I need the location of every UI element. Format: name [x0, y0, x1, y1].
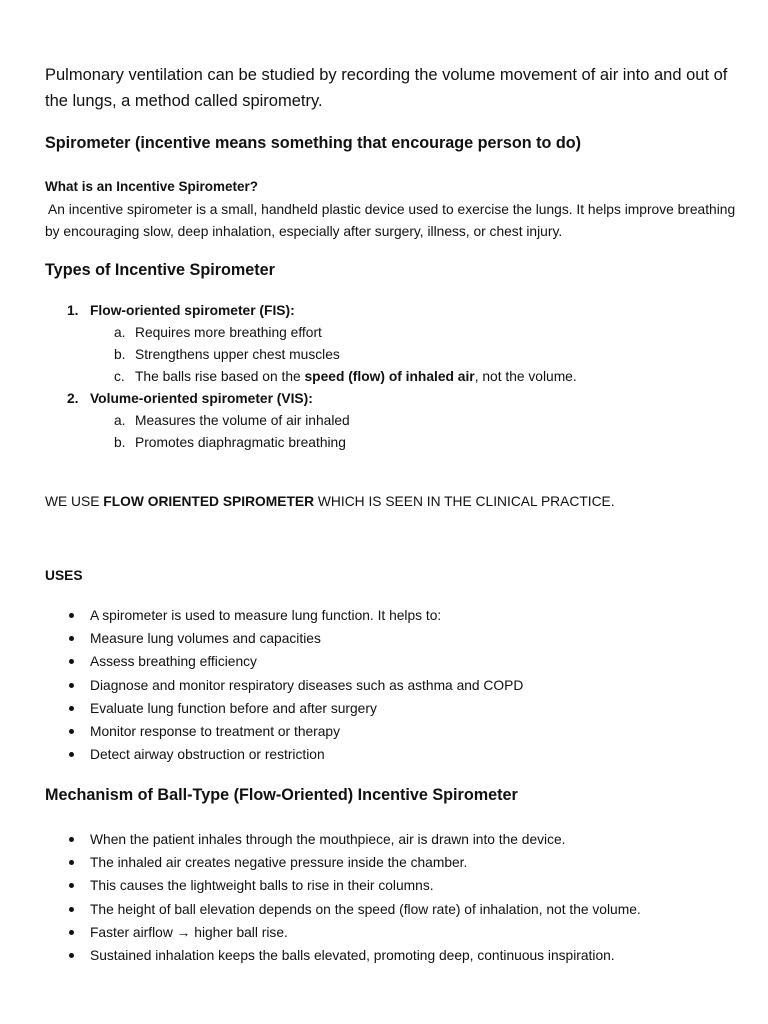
list-item-text: Monitor response to treatment or therapy	[90, 723, 341, 739]
list-item	[45, 921, 738, 944]
heading-types: Types of Incentive Spirometer	[45, 261, 275, 279]
sub-item	[45, 366, 738, 388]
bullet-icon	[69, 683, 74, 688]
list-item-text: Detect airway obstruction or restriction	[90, 747, 325, 763]
list-item	[45, 627, 738, 650]
heading-uses: USES	[45, 568, 83, 583]
bullet-icon	[69, 636, 74, 641]
bullet-icon	[69, 953, 74, 958]
list-item-text: Diagnose and monitor respiratory diseases such as asthma and COPD	[90, 677, 524, 693]
list-item-text: A spirometer is used to measure lung function. It helps to:	[90, 608, 442, 623]
type-label: Volume-oriented spirometer (VIS):	[90, 391, 313, 406]
type-item-flow	[45, 300, 738, 322]
sub-item	[45, 432, 738, 454]
list-item-text: Sustained inhalation keeps the balls elevated, promoting deep, continuous inspiration.	[90, 947, 615, 963]
type-item-volume	[45, 388, 738, 410]
sub-marker: a.	[114, 325, 126, 340]
list-item-text: The inhaled air creates negative pressure inside the chamber.	[90, 855, 468, 871]
uses-list	[45, 604, 738, 766]
list-item	[45, 828, 738, 851]
mechanism-list	[45, 828, 738, 967]
bullet-icon	[69, 837, 74, 842]
sub-marker: c.	[114, 369, 125, 384]
list-item	[45, 743, 738, 766]
sub-marker: b.	[114, 347, 126, 362]
bullet-icon	[69, 883, 74, 888]
intro-paragraph: Pulmonary ventilation can be studied by recording the volume movement of air into and out of the lungs, a method called spirometry.	[45, 66, 728, 110]
statement-bold: FLOW ORIENTED SPIROMETER	[103, 494, 315, 509]
list-item-text: Assess breathing efficiency	[90, 654, 257, 670]
sub-marker: a.	[114, 413, 126, 428]
list-item	[45, 944, 738, 967]
sub-text-bold: speed (flow) of inhaled air	[304, 369, 475, 384]
heading-spirometer: Spirometer (incentive means something that encourage person to do)	[45, 134, 582, 152]
clinical-statement	[45, 491, 738, 513]
list-item	[45, 697, 738, 720]
bullet-icon	[69, 930, 74, 935]
list-marker: 1.	[67, 303, 79, 318]
sub-text: Measures the volume of air inhaled	[135, 413, 350, 428]
heading-what-is: What is an Incentive Spirometer?	[45, 179, 259, 194]
list-item-text: Evaluate lung function before and after surgery	[90, 700, 377, 716]
sub-item	[45, 344, 738, 366]
bullet-icon	[69, 659, 74, 664]
list-item	[45, 720, 738, 743]
bullet-icon	[69, 729, 74, 734]
sub-marker: b.	[114, 435, 126, 450]
bullet-icon	[69, 613, 74, 618]
sub-text: Promotes diaphragmatic breathing	[135, 435, 346, 450]
bullet-icon	[69, 907, 74, 912]
sub-item	[45, 410, 738, 432]
sub-text: Strengthens upper chest muscles	[135, 347, 340, 362]
types-list	[45, 300, 738, 454]
sub-item	[45, 322, 738, 344]
bullet-icon	[69, 706, 74, 711]
list-item	[45, 874, 738, 897]
statement-pre: WE USE	[45, 494, 104, 509]
list-item	[45, 898, 738, 921]
sub-text-post: , not the volume.	[474, 369, 577, 384]
type-label: Flow-oriented spirometer (FIS):	[90, 303, 295, 318]
list-item-text: Measure lung volumes and capacities	[90, 631, 321, 647]
sub-text: Requires more breathing effort	[135, 325, 322, 340]
list-item-text: This causes the lightweight balls to rise in their columns.	[90, 878, 434, 894]
bullet-icon	[69, 860, 74, 865]
list-item	[45, 650, 738, 673]
list-marker: 2.	[67, 391, 79, 406]
list-item	[45, 604, 738, 627]
list-item	[45, 851, 738, 874]
statement-post: WHICH IS SEEN IN THE CLINICAL PRACTICE.	[314, 494, 615, 509]
list-item	[45, 674, 738, 697]
list-item-text: When the patient inhales through the mouthpiece, air is drawn into the device.	[90, 832, 566, 847]
list-item-text: The height of ball elevation depends on the speed (flow rate) of inhalation, not the volume.	[90, 901, 641, 917]
heading-mechanism: Mechanism of Ball-Type (Flow-Oriented) Incentive Spirometer	[45, 786, 518, 804]
bullet-icon	[69, 752, 74, 757]
sub-text-pre: The balls rise based on the	[135, 369, 305, 384]
list-item-text: Faster airflow → higher ball rise.	[90, 924, 288, 940]
what-is-paragraph: An incentive spirometer is a small, handheld plastic device used to exercise the lungs. It helps improve breathing by encouraging slow, deep inhalation, especially after surgery, illness, or chest injury.	[45, 202, 736, 239]
